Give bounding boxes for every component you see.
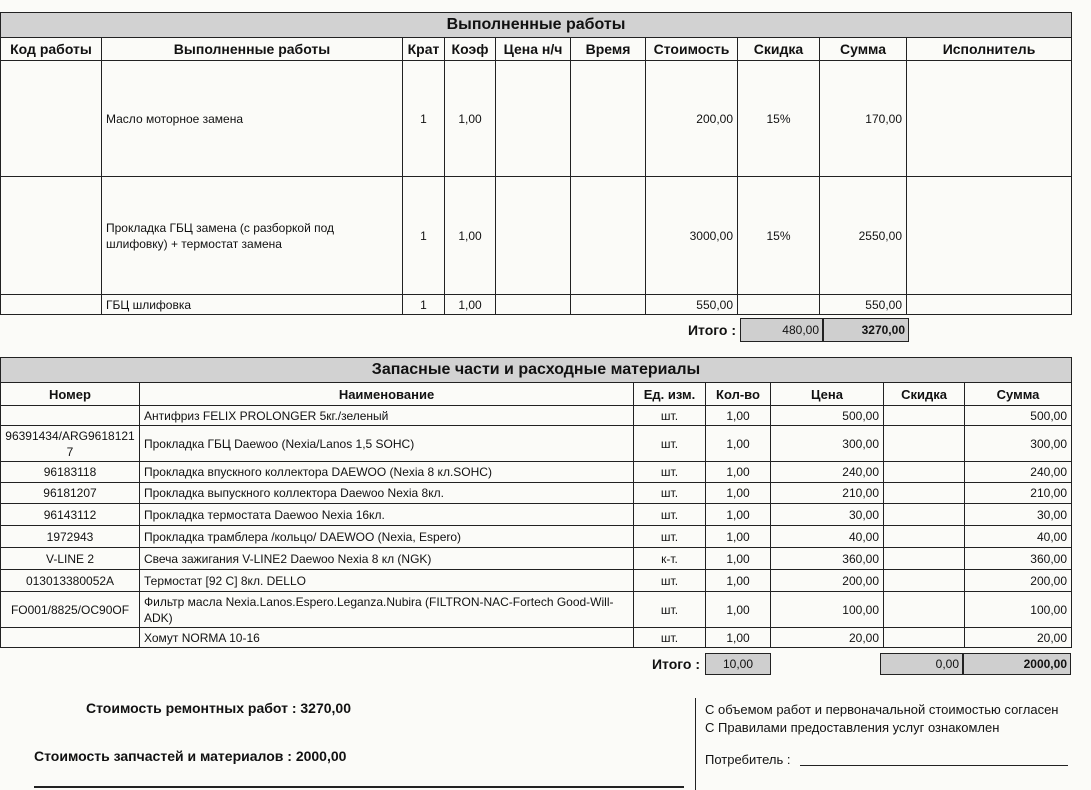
work-sum: 170,00: [820, 61, 907, 177]
part-unit: шт.: [634, 592, 706, 628]
part-name: Термостат [92 С] 8кл. DELLO: [140, 570, 634, 592]
part-price: 360,00: [771, 548, 884, 570]
works-header-code: Код работы: [1, 38, 102, 61]
works-header-row: [1, 38, 1072, 61]
work-sum: 550,00: [820, 295, 907, 315]
works-total-sum: 3270,00: [823, 318, 909, 342]
part-num: 96391434/ARG96181217: [1, 426, 140, 462]
part-unit: шт.: [634, 462, 706, 483]
repair-cost-label: Стоимость ремонтных работ :: [86, 700, 297, 716]
work-code: [1, 61, 102, 177]
part-sum: 500,00: [965, 406, 1072, 426]
part-qty: 1,00: [706, 504, 771, 526]
part-price: 500,00: [771, 406, 884, 426]
table-row: [1, 462, 1072, 483]
work-krat: 1: [403, 295, 445, 315]
part-num: 013013380052A: [1, 570, 140, 592]
parts-header-discount: Скидка: [884, 383, 965, 406]
table-row: [1, 628, 1072, 648]
part-num: 96143112: [1, 504, 140, 526]
work-koef: 1,00: [445, 61, 496, 177]
part-qty: 1,00: [706, 570, 771, 592]
part-discount: [884, 592, 965, 628]
work-executor: [907, 61, 1072, 177]
part-unit: шт.: [634, 628, 706, 648]
parts-total-qty: 10,00: [705, 653, 771, 675]
part-sum: 100,00: [965, 592, 1072, 628]
parts-header-qty: Кол-во: [706, 383, 771, 406]
work-sum: 2550,00: [820, 177, 907, 295]
part-num: 96181207: [1, 483, 140, 504]
parts-cost-value: 2000,00: [295, 748, 347, 764]
parts-header-price: Цена: [771, 383, 884, 406]
table-row: [1, 295, 1072, 315]
work-executor: [907, 177, 1072, 295]
part-price: 210,00: [771, 483, 884, 504]
bottom-rule: [34, 786, 684, 788]
part-qty: 1,00: [706, 483, 771, 504]
part-num: V-LINE 2: [1, 548, 140, 570]
work-discount: 15%: [738, 61, 820, 177]
work-code: [1, 177, 102, 295]
part-unit: шт.: [634, 504, 706, 526]
work-krat: 1: [403, 61, 445, 177]
work-discount: 15%: [738, 177, 820, 295]
part-unit: шт.: [634, 426, 706, 462]
works-header-cost: Стоимость: [646, 38, 738, 61]
agreement-line-1: С объемом работ и первоначальной стоимостью согласен: [705, 702, 1059, 717]
repair-cost-line: [86, 700, 351, 716]
part-price: 100,00: [771, 592, 884, 628]
part-name: Антифриз FELIX PROLONGER 5кг./зеленый: [140, 406, 634, 426]
work-time: [571, 177, 646, 295]
table-row: [1, 406, 1072, 426]
consumer-label: Потребитель :: [705, 752, 791, 767]
work-price-nh: [496, 61, 571, 177]
part-unit: шт.: [634, 406, 706, 426]
part-sum: 30,00: [965, 504, 1072, 526]
part-num: [1, 628, 140, 648]
works-header-price-nh: Цена н/ч: [496, 38, 571, 61]
part-unit: шт.: [634, 526, 706, 548]
table-row: [1, 483, 1072, 504]
parts-table: [0, 382, 1072, 648]
agreement-line-2: С Правилами предоставления услуг ознакомлен: [705, 720, 1000, 735]
part-price: 30,00: [771, 504, 884, 526]
part-sum: 360,00: [965, 548, 1072, 570]
works-header-krat: Крат: [403, 38, 445, 61]
works-header-time: Время: [571, 38, 646, 61]
part-price: 300,00: [771, 426, 884, 462]
parts-total-label: Итого :: [651, 656, 700, 672]
table-row: [1, 61, 1072, 177]
part-price: 200,00: [771, 570, 884, 592]
work-executor: [907, 295, 1072, 315]
agreement-divider: [695, 698, 696, 790]
parts-cost-line: [34, 748, 346, 764]
part-name: Прокладка термостата Daewoo Nexia 16кл.: [140, 504, 634, 526]
works-total-discount: 480,00: [740, 318, 823, 342]
works-header-koef: Коэф: [445, 38, 496, 61]
work-cost: 200,00: [646, 61, 738, 177]
part-discount: [884, 570, 965, 592]
part-unit: к-т.: [634, 548, 706, 570]
parts-header-row: [1, 383, 1072, 406]
table-row: [1, 177, 1072, 295]
part-discount: [884, 504, 965, 526]
part-price: 20,00: [771, 628, 884, 648]
part-name: Свеча зажигания V-LINE2 Daewoo Nexia 8 кл (NGK): [140, 548, 634, 570]
table-row: [1, 570, 1072, 592]
work-name: Масло моторное замена: [102, 61, 403, 177]
repair-cost-value: 3270,00: [300, 700, 351, 716]
part-num: FO001/8825/OC90OF: [1, 592, 140, 628]
part-discount: [884, 426, 965, 462]
part-qty: 1,00: [706, 406, 771, 426]
part-sum: 200,00: [965, 570, 1072, 592]
part-discount: [884, 526, 965, 548]
table-row: [1, 526, 1072, 548]
part-discount: [884, 548, 965, 570]
part-discount: [884, 628, 965, 648]
parts-total-discount: 0,00: [880, 653, 963, 675]
part-num: [1, 406, 140, 426]
work-koef: 1,00: [445, 177, 496, 295]
part-qty: 1,00: [706, 628, 771, 648]
part-name: Прокладка выпускного коллектора Daewoo Nexia 8кл.: [140, 483, 634, 504]
part-sum: 40,00: [965, 526, 1072, 548]
consumer-signature-line: [800, 765, 1068, 766]
part-name: Прокладка впускного коллектора DAEWOO (Nexia 8 кл.SOHC): [140, 462, 634, 483]
work-time: [571, 295, 646, 315]
part-sum: 240,00: [965, 462, 1072, 483]
work-cost: 550,00: [646, 295, 738, 315]
part-discount: [884, 483, 965, 504]
table-row: [1, 426, 1072, 462]
work-time: [571, 61, 646, 177]
part-sum: 210,00: [965, 483, 1072, 504]
part-discount: [884, 462, 965, 483]
part-qty: 1,00: [706, 592, 771, 628]
parts-total-sum: 2000,00: [963, 653, 1071, 675]
part-name: Прокладка трамблера /кольцо/ DAEWOO (Nexia, Espero): [140, 526, 634, 548]
part-name: Хомут NORMA 10-16: [140, 628, 634, 648]
work-cost: 3000,00: [646, 177, 738, 295]
part-qty: 1,00: [706, 462, 771, 483]
work-price-nh: [496, 295, 571, 315]
part-unit: шт.: [634, 483, 706, 504]
part-price: 240,00: [771, 462, 884, 483]
part-price: 40,00: [771, 526, 884, 548]
part-name: Фильтр масла Nexia.Lanos.Espero.Leganza.Nubira (FILTRON-NAC-Fortech Good-Will-ADK): [140, 592, 634, 628]
part-qty: 1,00: [706, 526, 771, 548]
work-name: ГБЦ шлифовка: [102, 295, 403, 315]
part-name: Прокладка ГБЦ Daewoo (Nexia/Lanos 1,5 SOHC): [140, 426, 634, 462]
parts-section-title: Запасные части и расходные материалы: [0, 357, 1072, 383]
work-krat: 1: [403, 177, 445, 295]
work-code: [1, 295, 102, 315]
works-table: [0, 37, 1072, 315]
part-sum: 20,00: [965, 628, 1072, 648]
table-row: [1, 548, 1072, 570]
part-num: 1972943: [1, 526, 140, 548]
works-header-discount: Скидка: [738, 38, 820, 61]
parts-header-name: Наименование: [140, 383, 634, 406]
works-header-executor: Исполнитель: [907, 38, 1072, 61]
parts-header-unit: Ед. изм.: [634, 383, 706, 406]
table-row: [1, 592, 1072, 628]
work-name: Прокладка ГБЦ замена (с разборкой под шлифовку) + термостат замена: [102, 177, 403, 295]
work-price-nh: [496, 177, 571, 295]
part-unit: шт.: [634, 570, 706, 592]
part-qty: 1,00: [706, 548, 771, 570]
parts-cost-label: Стоимость запчастей и материалов :: [34, 748, 292, 764]
work-discount: [738, 295, 820, 315]
part-num: 96183118: [1, 462, 140, 483]
works-section-title: Выполненные работы: [0, 12, 1072, 38]
work-koef: 1,00: [445, 295, 496, 315]
parts-header-sum: Сумма: [965, 383, 1072, 406]
works-header-name: Выполненные работы: [102, 38, 403, 61]
table-row: [1, 504, 1072, 526]
works-total-label: Итого :: [687, 322, 736, 338]
part-qty: 1,00: [706, 426, 771, 462]
part-discount: [884, 406, 965, 426]
works-header-sum: Сумма: [820, 38, 907, 61]
parts-header-num: Номер: [1, 383, 140, 406]
part-sum: 300,00: [965, 426, 1072, 462]
